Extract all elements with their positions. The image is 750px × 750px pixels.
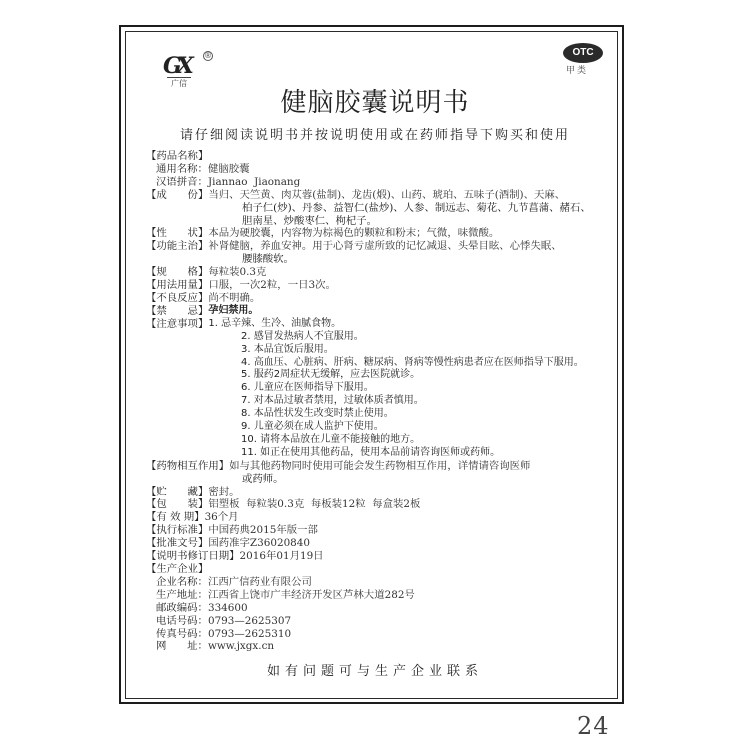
indications-row: 【功能主治】 补肾健脑，养血安神。用于心肾亏虚所致的记忆减退、头晕目眩、心悸失眠、	[146, 240, 562, 253]
precaution-item: 5. 服药2周症状无缓解，应去医院就诊。	[241, 369, 421, 381]
ingredients-line: 胆南星、炒酸枣仁、枸杞子。	[242, 214, 378, 227]
precaution-item: 3. 本品宜饭后服用。	[241, 343, 334, 355]
precautions-row: 【注意事项】 1. 忌辛辣、生冷、油腻食物。	[146, 317, 342, 330]
ingredients-line: 柏子仁(炒)、丹参、益智仁(盐炒)、人参、制远志、菊花、九节菖蒲、赭石、	[242, 201, 591, 214]
registered-trademark-icon: ®	[204, 51, 212, 60]
drug-name-heading: 【药品名称】	[146, 150, 209, 162]
precaution-item: 7. 对本品过敏者禁用，过敏体质者慎用。	[241, 395, 424, 407]
ingredients-row: 【成 份】 当归、天竺黄、肉苁蓉(盐制)、龙齿(煅)、山药、琥珀、五味子(酒制)、天麻、	[146, 188, 566, 201]
specification-row: 【规 格】 每粒装0.3克	[146, 266, 267, 279]
address-row: 生产地址： 江西省上饶市广丰经济开发区芦林大道282号	[156, 588, 415, 601]
revision-date-row: 【说明书修订日期】 2016年01月19日	[146, 550, 324, 563]
company-name-row: 企业名称： 江西广信药业有限公司	[156, 575, 312, 588]
document-title: 健脑胶囊说明书	[280, 88, 470, 118]
page-number: 24	[577, 712, 610, 740]
otc-badge: OTC	[563, 43, 603, 63]
dosage-row: 【用法用量】 口服，一次2粒，一日3次。	[146, 279, 336, 292]
precaution-item: 11. 如正在使用其他药品，使用本品前请咨询医师或药师。	[241, 446, 501, 458]
fax-row: 传真号码： 0793—2625310	[156, 627, 292, 640]
precaution-item: 2. 感冒发热病人不宜服用。	[241, 330, 364, 342]
phone-row: 电话号码： 0793—2625307	[156, 614, 292, 627]
adverse-reactions-row: 【不良反应】 尚不明确。	[146, 291, 261, 304]
postcode-row: 邮政编码： 334600	[156, 601, 248, 614]
package-row: 【包 装】 铝塑板 每粒装0.3克 每板装12粒 每盒装2板	[146, 498, 421, 511]
interactions-line: 或药师。	[242, 472, 284, 485]
generic-name-row: 通用名称： 健脑胶囊	[156, 162, 250, 175]
logo-company-name: 广信	[167, 77, 191, 89]
precaution-item: 9. 儿童必须在成人监护下使用。	[241, 421, 384, 433]
logo-mark-icon: GX	[163, 53, 189, 79]
document-subtitle: 请仔细阅读说明书并按说明使用或在药师指导下购买和使用	[179, 128, 570, 143]
appearance-row: 【性 状】 本品为硬胶囊，内容物为棕褐色的颗粒和粉末；气微，味微酸。	[146, 227, 500, 240]
contraindications-row: 【禁 忌】 孕妇禁用。	[146, 304, 259, 317]
indications-line: 腰膝酸软。	[242, 253, 294, 266]
website-row: 网 址： www.jxgx.cn	[156, 640, 275, 653]
precaution-item: 8. 本品性状发生改变时禁止使用。	[241, 408, 394, 420]
contact-note: 如有问题可与生产企业联系	[266, 664, 483, 679]
otc-class-label: 甲类	[566, 66, 589, 76]
shelf-life-row: 【有 效 期】 36个月	[146, 511, 239, 524]
precaution-item: 6. 儿童应在医师指导下服用。	[241, 382, 374, 394]
precaution-item: 10. 请将本品放在儿童不能接触的地方。	[241, 433, 421, 445]
pinyin-row: 汉语拼音： Jiannao Jiaonang	[156, 175, 301, 188]
approval-number-row: 【批准文号】 国药准字Z36020840	[146, 537, 311, 550]
standard-row: 【执行标准】 中国药典2015年版一部	[146, 524, 318, 537]
manufacturer-heading: 【生产企业】	[146, 563, 209, 575]
precaution-item: 4. 高血压、心脏病、肝病、糖尿病、肾病等慢性病患者应在医师指导下服用。	[241, 356, 584, 368]
leaflet-content	[146, 150, 616, 653]
interactions-row: 【药物相互作用】 如与其他药物同时使用可能会发生药物相互作用，详情请咨询医师	[146, 459, 531, 472]
storage-row: 【贮 藏】 密封。	[146, 485, 240, 498]
